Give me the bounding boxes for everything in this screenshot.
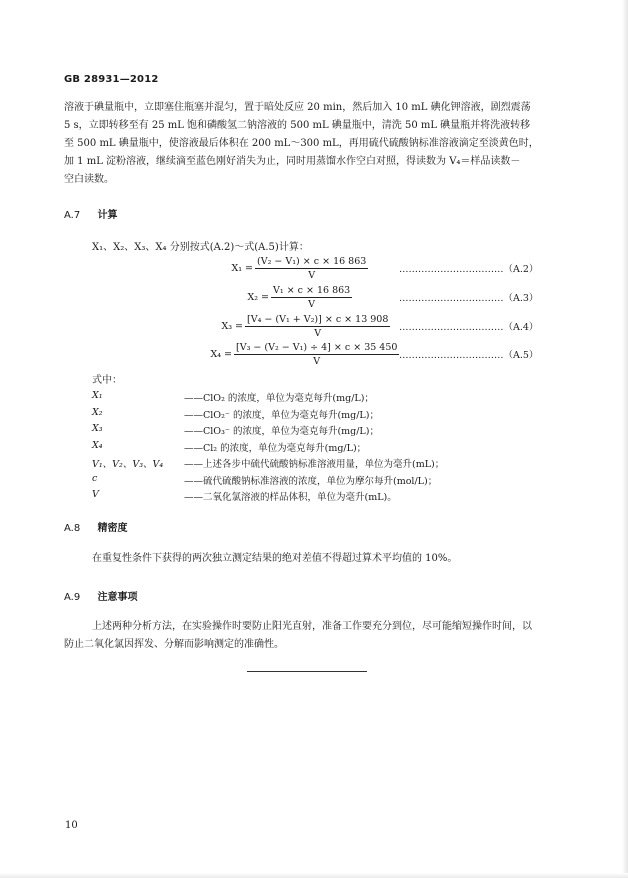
formula-denominator: V xyxy=(308,270,316,281)
definition-text: ——Cl₂ 的浓度，单位为毫克每升(mg/L)； xyxy=(184,442,367,454)
section-heading-a8 xyxy=(64,519,127,534)
equation-number: ……………………………（A.2） xyxy=(399,264,539,275)
formula-a4 xyxy=(195,314,243,344)
definition-symbol: V₁、V₂、V₃、V₄ xyxy=(92,459,164,470)
formula-denominator: V xyxy=(314,328,322,339)
paragraph-line: 5 s，立即转移至有 25 mL 饱和磷酸氢二钠溶液的 500 mL 碘量瓶中，清洗 50 mL 碘量瓶并将洗液转移 xyxy=(64,120,531,131)
formula-a4-fraction xyxy=(245,314,390,339)
section-heading-a7 xyxy=(64,206,117,221)
formula-a5-fraction xyxy=(234,342,399,367)
formula-denominator: V xyxy=(313,356,321,367)
definition-symbol: X₂ xyxy=(92,406,103,418)
formula-numerator: (V₂ − V₁) × c × 16 863 xyxy=(257,256,367,267)
formula-numerator: V₁ × c × 16 863 xyxy=(273,285,351,296)
formula-lhs: X₂ = xyxy=(247,292,269,303)
paragraph-line: 防止二氧化氯因挥发、分解而影响测定的准确性。 xyxy=(64,639,284,650)
page-number: 10 xyxy=(65,820,78,831)
definition-symbol: X₄ xyxy=(92,439,103,451)
formula-lhs: X₃ = xyxy=(221,321,243,332)
formula-a5 xyxy=(184,342,232,372)
definition-text: ——ClO₂⁻ 的浓度，单位为毫克每升(mg/L)； xyxy=(184,409,379,421)
definition-symbol: X₁ xyxy=(92,390,103,401)
paragraph-line: 空白读数。 xyxy=(64,174,114,185)
precision-paragraph xyxy=(92,550,568,568)
formula-a3-fraction xyxy=(271,285,352,310)
paragraph-line: 至 500 mL 碘量瓶中，使溶液最后体积在 200 mL～300 mL，再用硫代硫酸钠标准溶液滴定至淡黄色时， xyxy=(64,138,539,149)
formula-a2-fraction xyxy=(255,256,368,281)
definition-text: ——上述各步中硫代硫酸钠标准溶液用量，单位为毫升(mL)； xyxy=(184,459,445,470)
paragraph-line: 溶液于碘量瓶中，立即塞住瓶塞并混匀，置于暗处反应 20 min，然后加入 10 mL 碘化钾溶液，剧烈震荡 xyxy=(64,102,531,113)
definition-text: ——硫代硫酸钠标准溶液的浓度，单位为摩尔每升(mol/L)； xyxy=(184,475,438,487)
continuation-paragraph xyxy=(64,99,568,189)
page-bottom-shadow xyxy=(0,873,628,878)
formula-lhs: X₄ = xyxy=(210,349,232,360)
section-number: A.7 xyxy=(64,210,81,221)
definition-symbol: X₃ xyxy=(92,423,103,434)
where-label: 式中： xyxy=(92,375,122,386)
equation-number: ……………………………（A.5） xyxy=(399,350,539,361)
definition-text: ——ClO₃⁻ 的浓度，单位为毫克每升(mg/L)； xyxy=(184,426,379,437)
formula-a2 xyxy=(205,256,253,286)
definition-text: ——二氧化氯溶液的样品体积，单位为毫升(mL)。 xyxy=(184,492,397,503)
notes-paragraph xyxy=(64,618,568,654)
equation-number: ……………………………（A.3） xyxy=(399,293,539,304)
page-edge-shadow xyxy=(622,0,628,878)
paragraph-line: 加 1 mL 淀粉溶液，继续滴至蓝色刚好消失为止，同时用蒸馏水作空白对照，得读数为 V₄＝样品读数－ xyxy=(64,156,521,167)
formula-denominator: V xyxy=(308,299,316,310)
formula-a3 xyxy=(205,285,269,315)
section-number: A.9 xyxy=(64,592,81,603)
definition-symbol: V xyxy=(92,489,99,500)
section-number: A.8 xyxy=(64,523,81,534)
section-title: 注意事项 xyxy=(97,592,138,603)
paragraph-line: 上述两种分析方法，在实验操作时要防止阳光直射，准备工作要充分到位，尽可能缩短操作时间，以 xyxy=(92,621,532,632)
standard-header: GB 28931—2012 xyxy=(64,74,159,85)
section-title: 计算 xyxy=(97,210,118,221)
definition-symbol: c xyxy=(92,472,98,484)
formula-lhs: X₁ = xyxy=(231,263,253,274)
definition-text: ——ClO₂ 的浓度，单位为毫克每升(mg/L)； xyxy=(184,393,374,404)
equation-number: ……………………………（A.4） xyxy=(399,322,539,333)
calc-intro: X₁、X₂、X₃、X₄ 分别按式(A.2)～式(A.5)计算： xyxy=(92,242,309,253)
formula-numerator: [V₄ − (V₁ + V₂)] × c × 13 908 xyxy=(247,314,389,325)
formula-numerator: [V₃ − (V₂ − V₁) ÷ 4] × c × 35 450 xyxy=(236,342,398,353)
end-rule xyxy=(247,671,367,672)
section-heading-a9 xyxy=(64,588,137,603)
section-title: 精密度 xyxy=(97,523,128,534)
paragraph-line: 在重复性条件下获得的两次独立测定结果的绝对差值不得超过算术平均值的 10%。 xyxy=(92,553,458,564)
